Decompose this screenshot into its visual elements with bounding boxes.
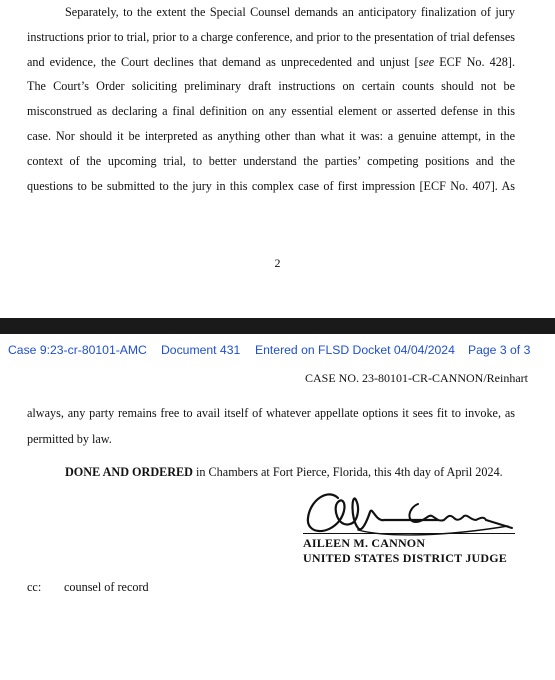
- signature-line: [303, 533, 515, 534]
- docket-page-count: Page 3 of 3: [468, 343, 531, 357]
- paragraph-line: [27, 50, 515, 75]
- docket-case-number: Case 9:23-cr-80101-AMC: [8, 343, 147, 357]
- paragraph-line: permitted by law.: [27, 432, 112, 446]
- judge-title: UNITED STATES DISTRICT JUDGE: [303, 551, 507, 565]
- page-divider: [0, 318, 555, 334]
- judge-name: AILEEN M. CANNON: [303, 536, 426, 550]
- paragraph-line: Separately, to the extent the Special Counsel demands an anticipatory finalization of jury: [65, 5, 515, 19]
- page-2-bottom: [0, 0, 555, 318]
- continuation-paragraph: [27, 400, 515, 452]
- cc-recipients: counsel of record: [64, 580, 149, 594]
- paragraph-line: case. Nor should it be interpreted as anything other than what it was: a genuine attempt, in the: [27, 128, 515, 143]
- docket-document-number: Document 431: [161, 343, 241, 357]
- done-and-ordered-label: DONE AND ORDERED: [65, 465, 193, 479]
- cc-label: cc:: [27, 580, 42, 594]
- paragraph-line: The Court’s Order soliciting preliminary draft instructions on certain counts should not be: [27, 79, 515, 94]
- paragraph-line: instructions prior to trial, prior to a charge conference, and prior to the presentation of trial defenses: [27, 29, 515, 44]
- text-fragment: and evidence, the Court declines that demand as unprecedented and unjust [: [27, 54, 419, 69]
- done-and-ordered-text: in Chambers at Fort Pierce, Florida, this 4th day of April 2024.: [192, 465, 503, 479]
- case-number: CASE NO. 23-80101-CR-CANNON/Reinhart: [305, 371, 528, 385]
- paragraph-line: always, any party remains free to avail itself of whatever appellate options it sees fit to invoke, as: [27, 406, 515, 420]
- paragraph-line: context of the upcoming trial, to better understand the parties’ competing positions and the: [27, 153, 515, 168]
- italic-citation-signal: see: [418, 54, 435, 69]
- paragraph-line: misconstrued as declaring a final definition on any essential element or asserted defense in this: [27, 104, 515, 119]
- text-fragment: ECF No. 428].: [434, 54, 516, 69]
- page-number: 2: [274, 256, 281, 270]
- paragraph-line: questions to be submitted to the jury in this complex case of first impression [ECF No. 407]. As: [27, 178, 515, 193]
- order-paragraph: [27, 0, 515, 198]
- docket-entered-date: Entered on FLSD Docket 04/04/2024: [255, 343, 455, 357]
